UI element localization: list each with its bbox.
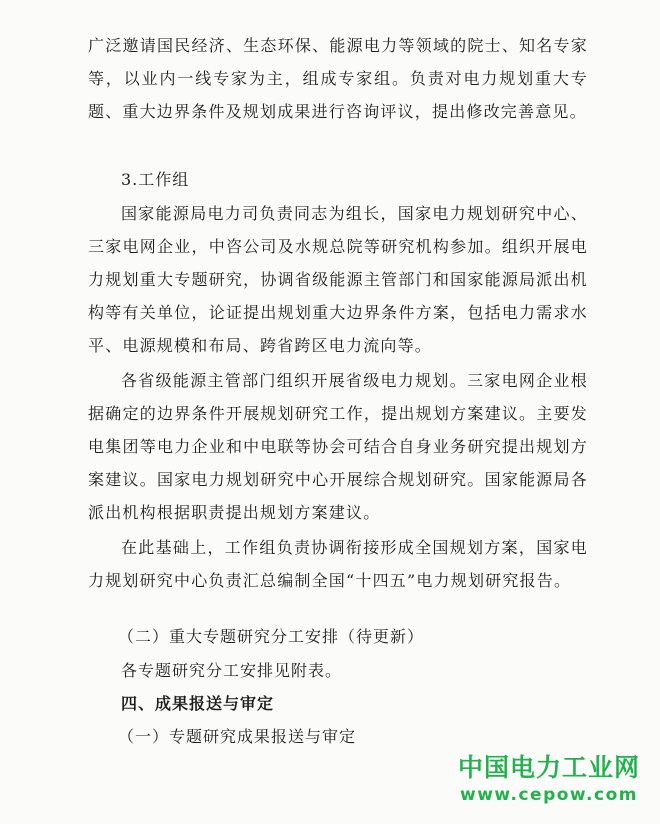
- heading-working-group: 3.工作组: [121, 170, 190, 189]
- watermark-title: 中国电力工业网: [457, 753, 640, 782]
- paragraph-working-group-leadership: 国家能源局电力司负责同志为组长，国家电力规划研究中心、三家电网企业，中咨公司及水规总院等研究机构参加。组织开展电力规划重大专题研究，协调省级能源主管部门和国家能源局派出机构等有关单位，论证提出规划重大边界条件方案，包括电力需求水平、电源规模和布局、跨省跨区电力流向等。: [88, 204, 588, 355]
- site-watermark: [458, 752, 640, 806]
- heading-topic-arrangement: （二）重大专题研究分工安排（待更新）: [118, 627, 425, 646]
- heading-section-four: 四、成果报送与审定: [121, 694, 275, 713]
- paragraph-topic-arrangement-note: 各专题研究分工安排见附表。: [121, 661, 343, 680]
- paragraph-national-plan-compilation: 在此基础上，工作组负责协调衔接形成全国规划方案，国家电力规划研究中心负责汇总编制全国“十四五”电力规划研究报告。: [88, 538, 588, 590]
- paragraph-provincial-planning: 各省级能源主管部门组织开展省级电力规划。三家电网企业根据确定的边界条件开展规划研究工作，提出规划方案建议。主要发电集团等电力企业和中电联等协会可结合自身业务研究提出规划方案建议。国家电力规划研究中心开展综合规划研究。国家能源局各派出机构根据职责提出规划方案建议。: [88, 371, 588, 522]
- heading-topic-submission: （一）专题研究成果报送与审定: [118, 727, 357, 746]
- paragraph-expert-group-continued: 广泛邀请国民经济、生态环保、能源电力等领域的院士、知名专家等，以业内一线专家为主，组成专家组。负责对电力规划重大专题、重大边界条件及规划成果进行咨询评议，提出修改完善意见。: [88, 36, 588, 121]
- watermark-url: www.cepow.com: [459, 785, 638, 805]
